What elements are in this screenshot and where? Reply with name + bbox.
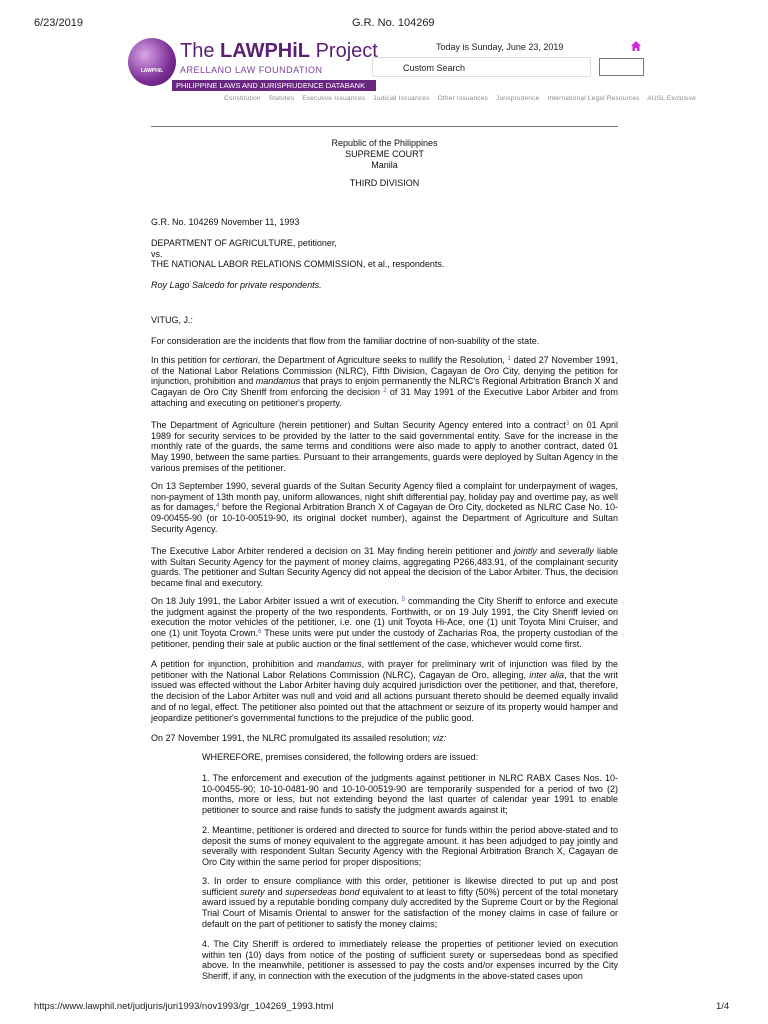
paragraph-5: The Executive Labor Arbiter rendered a decision on 31 May finding herein petitioner and jointly and severally liable with Sultan Security Agency for the payment of money claims, aggregating P266,483.91, of the complainant security guards. The petitioner and Sultan Security Agency did not appeal the decision of the Labor Arbiter. Thus, the decision became final and executory. [151,546,618,589]
logo-title: The LAWPHiL Project [180,40,378,62]
nav-item-constitution[interactable]: Constitution [224,95,261,102]
versus: vs. [151,248,163,259]
nav-item-ausl-exclusive[interactable]: AUSL Exclusive [647,95,697,102]
footnote-link-4[interactable]: 4 [215,503,220,510]
footnote-link-5[interactable]: 5 [401,597,406,603]
petitioner-name: DEPARTMENT OF AGRICULTURE [151,238,293,248]
footer-url: https://www.lawphil.net/judjuris/juri1993/nov1993/gr_104269_1993.html [34,1001,334,1012]
quote-intro: WHEREFORE, premises considered, the following orders are issued: [202,752,479,762]
footnote-link-2[interactable]: 2 [383,388,387,395]
search-input[interactable]: Custom Search [372,57,591,77]
quote-item-2: 2. Meantime, petitioner is ordered and directed to source for funds within the period above-stated and to deposit the sums of money equivalent to the aggregate amount. it has been adjudged to pay jointly and severally with respondent Sultan Security Agency with the Regional Arbitration Branch X, Cagayan de Oro City within the same period for proper dispositions; [202,825,618,868]
republic-line: Republic of the Philippines [331,138,438,148]
logo-databank-bar: PHILIPPINE LAWS AND JURISPRUDENCE DATABANK [172,80,376,91]
print-date: 6/23/2019 [34,17,83,29]
nav-item-executive-issuances[interactable]: Executive Issuances [302,95,366,102]
case-parties: DEPARTMENT OF AGRICULTURE, petitioner, vs. THE NATIONAL LABOR RELATIONS COMMISSION, et al., respondents. [151,238,618,270]
paragraph-2: In this petition for certiorari, the Department of Agriculture seeks to nullify the Resolution, $^1$ dated 27 November 1991, of the National Labor Relations Commission (NLRC), Fifth Division, Cagayan de Oro City, denying the petition for injunction, prohibition and mandamus that prays to enjoin permanently the NLRC's Regional Arbitration Branch X and Cagayan de Oro City Sheriff from enforcing the decision $^2$ of 31 May 1991 of the Executive Labor Arbiter and from attaching and executing on petitioner's property. [151,355,618,408]
paragraph-3: The Department of Agriculture (herein petitioner) and Sultan Security Agency entered into a contract$^3$ on 01 April 1989 for security services to be provided by the latter to the said governmental entity. Save for the increase in the monthly rate of the guards, the same terms and conditions were also made to apply to another contract, dated 01 May 1990, between the same parties. Pursuant to their arrangements, guards were deployed by Sultan Agency in the various premises of the petitioner. [151,420,618,473]
paragraph-7: A petition for injunction, prohibition and mandamus, with prayer for preliminary writ of injunction was filed by the petitioner with the National Labor Relations Commission (NLRC), Cagayan de Oro, alleging, inter alia, that the writ issued was effected without the Labor Arbiter having duly acquired jurisdiction over the petitioner, and that, therefore, the decision of the Labor Arbiter was null and void and all actions pursuant thereto should be deemed equally invalid and of no legal, effect. The petitioner also pointed out that the attachment or seizure of its property would hamper and jeopardize petitioner's governmental functions to the prejudice of the public good. [151,659,618,723]
nav-item-other-issuances[interactable]: Other Issuances [437,95,488,102]
court-line: SUPREME COURT [345,149,424,159]
nav-item-jurisprudence[interactable]: Jurisprudence [496,95,540,102]
footnote-link-3[interactable]: 3 [565,421,570,427]
paragraph-1: For consideration are the incidents that flow from the familiar doctrine of non-suability of the state. [151,336,540,346]
footnote-link-1[interactable]: 1 [507,356,511,362]
respondent-name: THE NATIONAL LABOR RELATIONS COMMISSION, et al., respondents. [151,259,445,270]
today-date: Today is Sunday, June 23, 2019 [436,42,564,52]
counsel-line: Roy Lago Salcedo for private respondents. [151,280,322,290]
nav-item-statutes[interactable]: Statutes [268,95,295,102]
globe-icon [128,38,176,86]
home-icon[interactable] [630,40,642,52]
logo-foundation: ARELLANO LAW FOUNDATION [180,65,323,75]
footnote-link-6[interactable]: 6 [258,629,262,636]
print-title: G.R. No. 104269 [352,17,435,29]
paragraph-6: On 18 July 1991, the Labor Arbiter issued a writ of execution. $^5$ commanding the City Sheriff to enforce and execute the judgment against the property of the two respondents. Forthwith, or on 19 July 1991, the City Sheriff levied on execution the motor vehicles of the petitioner, i.e. one (1) unit Toyota Hi-Ace, one (1) unit Toyota Mini Cruiser, and one (1) unit Toyota Crown.$^6$ These units were put under the custody of Zacharias Roa, the property custodian of the petitioner, pending their sale at public auction or the final settlement of the case, whichever would come first. [151,596,618,649]
footer-page: 1/4 [716,1001,730,1012]
paragraph-8: On 27 November 1991, the NLRC promulgated its assailed resolution; viz: [151,733,447,743]
ponente: VITUG, J.: [151,315,194,325]
division-line: THIRD DIVISION [349,178,420,188]
quote-item-3: 3. In order to ensure compliance with this order, petitioner is likewise directed to put up and post sufficient surety and supersedeas bond equivalent to at least to fifty (50%) percent of the total monetary award issued by a reputable bonding company duly accredited by the Supreme Court or by the Regional Trial Court of Misamis Oriental to answer for the satisfaction of the money claims in case of failure or default on the part of petitioner to satisfy the money claims; [202,876,619,929]
quote-item-1: 1. The enforcement and execution of the judgments against petitioner in NLRC RABX Cases Nos. 10-10-00455-90; 10-10-0481-90 and 10-10-00519-90 are temporarily suspended for a period of two (2) months, more or less, but not extending beyond the last quarter of calendar year 1991 to enable petitioner to source and raise funds to satisfy the judgment awards against it; [202,773,618,816]
case-number: G.R. No. 104269 November 11, 1993 [151,217,300,227]
main-nav [224,95,702,102]
globe-label: LAWPHiL [140,68,164,74]
nav-item-judicial-issuances[interactable]: Judicial Issuances [373,95,430,102]
court-heading [151,138,618,171]
quote-item-4: 4. The City Sheriff is ordered to immediately release the properties of petitioner levied on execution within ten (10) days from notice of the posting of sufficient surety or supersedeas bond as specified above. In the meanwhile, petitioner is assessed to pay the costs and/or expenses incurred by the City Sheriff, if any, in connection with the execution of the judgments in the above-stated cases upon [202,939,618,982]
nav-item-international-legal-resources[interactable]: International Legal Resources [547,95,640,102]
city-line: Manila [371,160,398,170]
divider [151,126,618,127]
lawphil-logo[interactable] [128,38,378,96]
search-button[interactable] [599,58,644,76]
paragraph-4: On 13 September 1990, several guards of the Sultan Security Agency filed a complaint for underpayment of wages, non-payment of 13th month pay, uniform allowances, night shift differential pay, holiday pay and overtime pay, as well as for damages,$^4$ before the Regional Arbitration Branch X of Cagayan de Oro City, docketed as NLRC Case No. 10-09-00455-90 (or 10-10-00519-90, its original docket number), against the Department of Agriculture and Sultan Security Agency. [151,481,618,534]
